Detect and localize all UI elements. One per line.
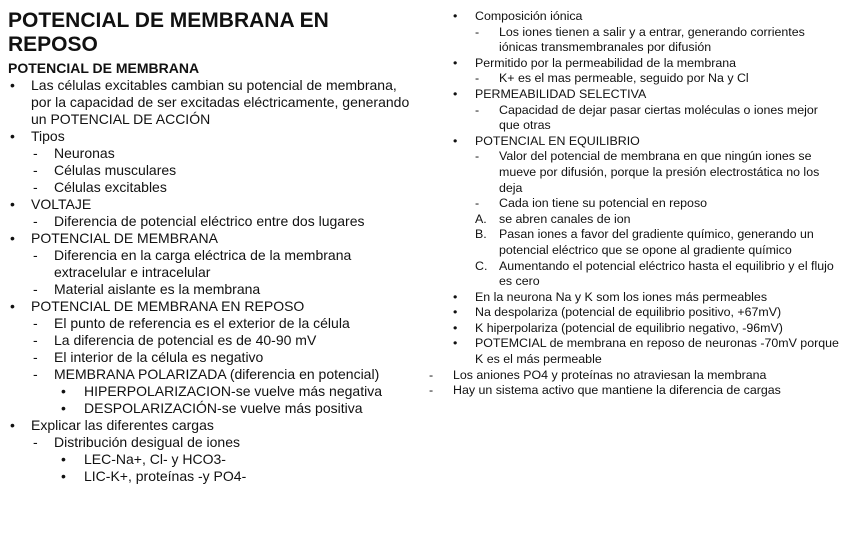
list-item: - Cada ion tiene su potencial en reposo	[475, 196, 708, 211]
list-item: - Diferencia en la carga eléctrica de la membrana extracelular e intracelular	[33, 247, 352, 280]
right-column	[428, 9, 840, 399]
list-item: - Diferencia de potencial eléctrico entre dos lugares	[33, 213, 365, 229]
list-item: - Células excitables	[33, 179, 167, 195]
list-item: • LIC-K+, proteínas -y PO4-	[61, 468, 247, 484]
left-column	[8, 0, 418, 485]
list-item: • PERMEABILIDAD SELECTIVA	[453, 86, 647, 101]
list-item: - K+ es el mas permeable, seguido por Na y Cl	[475, 71, 749, 86]
list-item: - MEMBRANA POLARIZADA (diferencia en potencial)	[33, 366, 380, 382]
list-item: • LEC-Na+, Cl- y HCO3-	[61, 451, 226, 467]
list-item: - Hay un sistema activo que mantiene la diferencia de cargas	[429, 383, 781, 398]
list-item: • DESPOLARIZACIÓN-se vuelve más positiva	[61, 400, 363, 416]
list-item: • VOLTAJE	[10, 196, 92, 212]
list-item: • En la neurona Na y K som los iones más permeables	[453, 289, 768, 304]
left-outline-list	[8, 77, 418, 485]
list-item: • Las células excitables cambian su potencial de membrana, por la capacidad de ser excitadas eléctricamente, generando un POTENCIAL DE ACCIÓN	[10, 77, 410, 127]
list-item: - Los iones tienen a salir y a entrar, generando corrientes iónicas transmembranales por difusión	[475, 24, 805, 55]
list-item: • Tipos	[10, 128, 65, 144]
list-item: • K hiperpolariza (potencial de equilibrio negativo, -96mV)	[453, 320, 783, 335]
list-item: A. se abren canales de ion	[475, 211, 631, 226]
right-outline-list	[428, 9, 840, 399]
list-item: • Na despolariza (potencial de equilibrio positivo, +67mV)	[453, 305, 782, 320]
list-item: - El interior de la célula es negativo	[33, 349, 264, 365]
list-item: • Permitido por la permeabilidad de la membrana	[453, 55, 737, 70]
page-title: POTENCIAL DE MEMBRANA EN REPOSO	[8, 9, 329, 56]
list-item: • POTENCIAL EN EQUILIBRIO	[453, 133, 640, 148]
list-item: - Valor del potencial de membrana en que ningún iones se mueve por difusión, porque la presión electrostática no los deja	[475, 149, 820, 195]
list-item: B. Pasan iones a favor del gradiente químico, generando un potencial eléctrico que se opone al gradiente químico	[475, 227, 814, 257]
list-item: C. Aumentando el potencial eléctrico hasta el equilibrio y el flujo es cero	[475, 258, 834, 289]
list-item: - El punto de referencia es el exterior de la célula	[33, 315, 350, 331]
list-item: - Capacidad de dejar pasar ciertas moléculas o iones mejor que otras	[475, 102, 818, 133]
list-item: • Explicar las diferentes cargas	[10, 417, 214, 433]
list-item: - Los aniones PO4 y proteínas no atraviesan la membrana	[429, 367, 767, 382]
list-item: • Composición iónica	[453, 9, 583, 23]
list-item: - Neuronas	[33, 145, 115, 161]
list-item: • HIPERPOLARIZACION-se vuelve más negativa	[61, 383, 382, 399]
list-item: • POTEMCIAL de membrana en reposo de neuronas -70mV porque K es el más permeable	[453, 336, 839, 367]
list-item: - La diferencia de potencial es de 40-90 mV	[33, 332, 317, 348]
list-item: - Células musculares	[33, 162, 177, 178]
list-item: - Distribución desigual de iones	[33, 434, 240, 450]
list-item: - Material aislante es la membrana	[33, 281, 261, 297]
list-item: • POTENCIAL DE MEMBRANA EN REPOSO	[10, 298, 305, 314]
section-heading: POTENCIAL DE MEMBRANA	[8, 60, 200, 76]
list-item: • POTENCIAL DE MEMBRANA	[10, 230, 218, 246]
